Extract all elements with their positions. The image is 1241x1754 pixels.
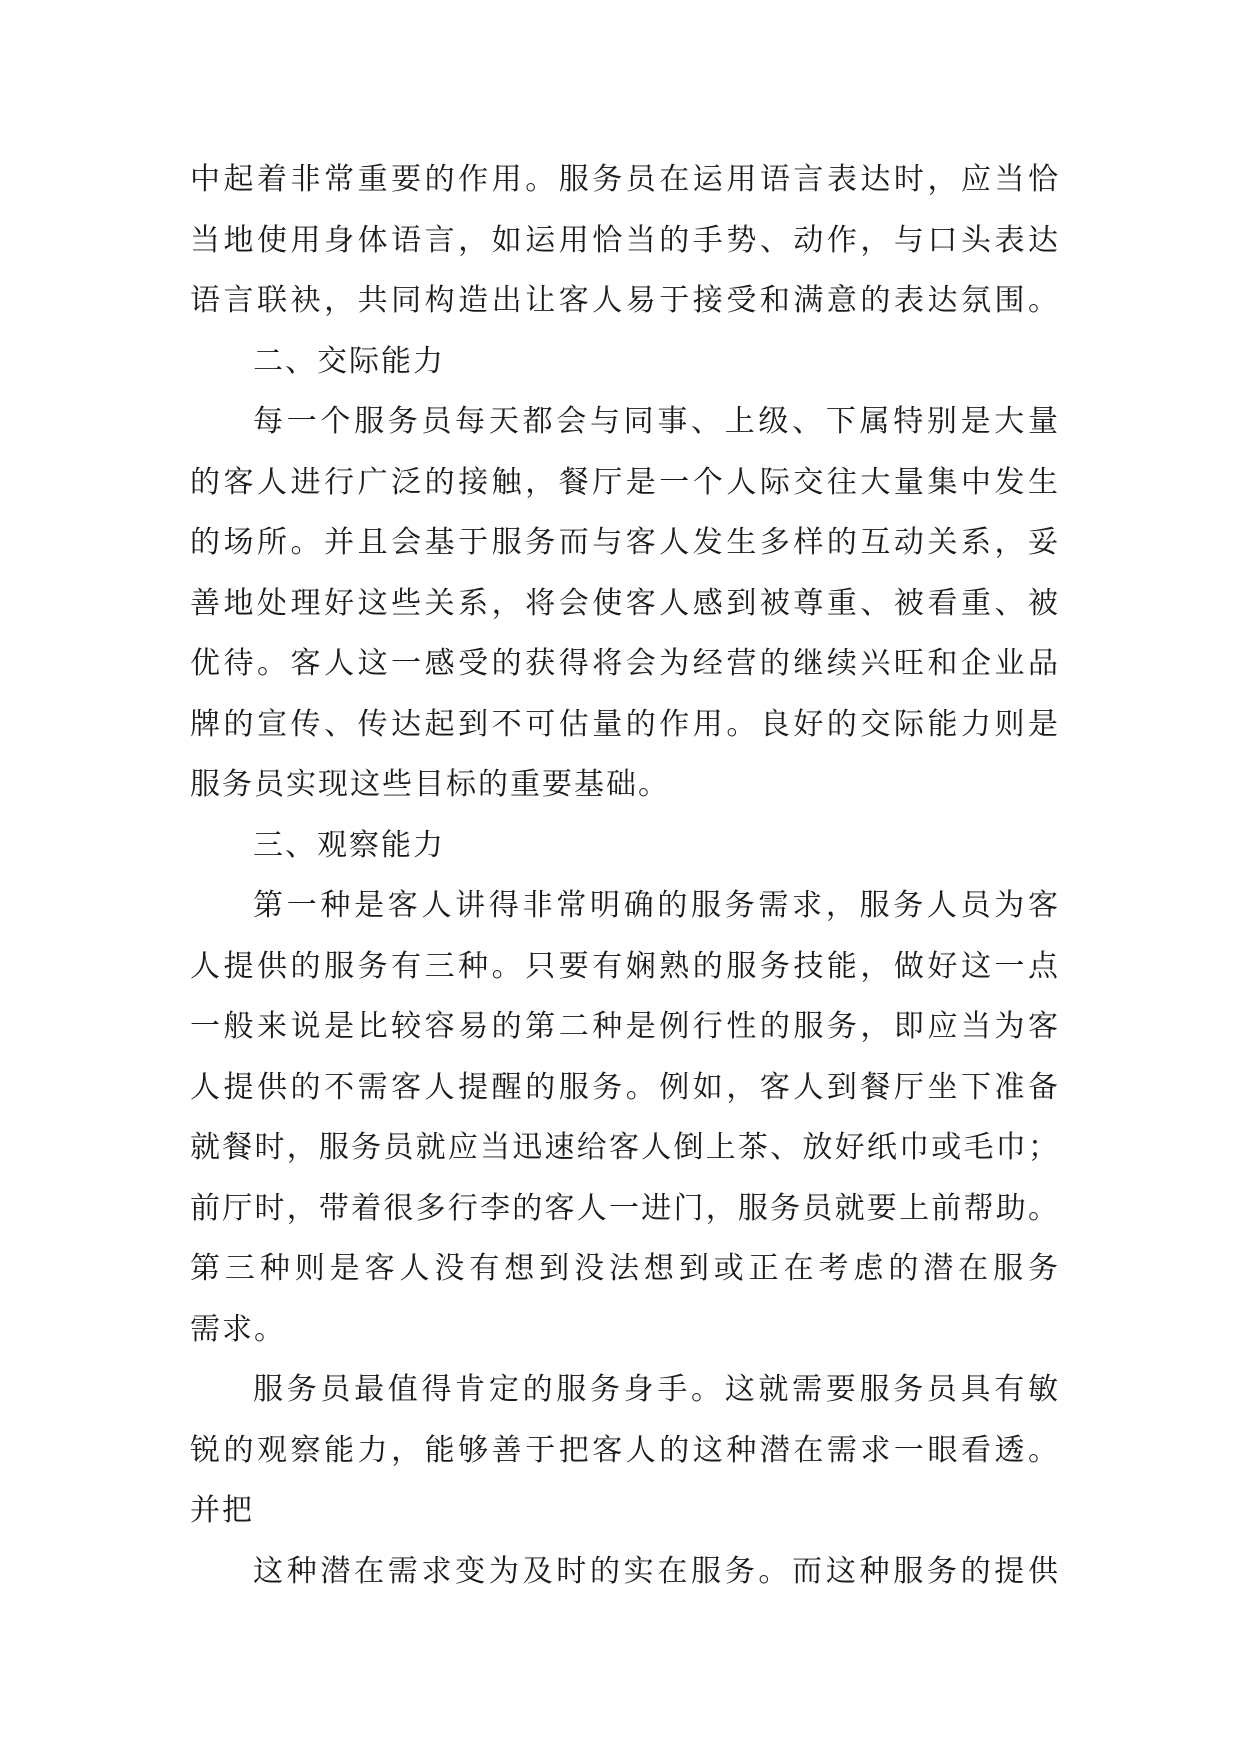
text-line: 就餐时，服务员就应当迅速给客人倒上茶、放好纸巾或毛巾；	[190, 1130, 1060, 1165]
text-line: 锐的观察能力，能够善于把客人的这种潜在需求一眼看透。	[190, 1432, 1060, 1468]
text-line: 二、交际能力	[253, 343, 445, 379]
text-line: 优待。客人这一感受的获得将会为经营的继续兴旺和企业品	[190, 646, 1060, 681]
text-line: 善地处理好这些关系，将会使客人感到被尊重、被看重、被	[190, 585, 1060, 621]
text-line: 的客人进行广泛的接触，餐厅是一个人际交往大量集中发生	[190, 464, 1060, 500]
text-line: 语言联袂，共同构造出让客人易于接受和满意的表达氛围。	[190, 283, 1060, 318]
text-line: 人提供的不需客人提醒的服务。例如，客人到餐厅坐下准备	[190, 1069, 1060, 1105]
text-line: 第一种是客人讲得非常明确的服务需求，服务人员为客	[253, 888, 1060, 923]
text-line: 第三种则是客人没有想到没法想到或正在考虑的潜在服务	[190, 1251, 1060, 1286]
text-line: 人提供的服务有三种。只要有娴熟的服务技能，做好这一点	[190, 948, 1060, 984]
text-line: 服务员最值得肯定的服务身手。这就需要服务员具有敏	[253, 1372, 1060, 1407]
text-line: 前厅时，带着很多行李的客人一进门，服务员就要上前帮助。	[190, 1190, 1060, 1226]
text-line: 并把	[190, 1493, 254, 1528]
text-line: 中起着非常重要的作用。服务员在运用语言表达时，应当恰	[190, 162, 1060, 197]
text-line: 一般来说是比较容易的第二种是例行性的服务，即应当为客	[190, 1009, 1060, 1044]
document-body	[190, 150, 1060, 1602]
text-line: 的场所。并且会基于服务而与客人发生多样的互动关系，妥	[190, 525, 1060, 560]
text-line: 牌的宣传、传达起到不可估量的作用。良好的交际能力则是	[190, 706, 1060, 742]
text-line: 每一个服务员每天都会与同事、上级、下属特别是大量	[253, 404, 1060, 439]
text-line: 服务员实现这些目标的重要基础。	[190, 767, 670, 802]
text-line: 三、观察能力	[253, 827, 445, 863]
text-line: 当地使用身体语言，如运用恰当的手势、动作，与口头表达	[190, 222, 1060, 258]
text-line: 这种潜在需求变为及时的实在服务。而这种服务的提供	[253, 1553, 1060, 1589]
text-line: 需求。	[190, 1311, 286, 1347]
